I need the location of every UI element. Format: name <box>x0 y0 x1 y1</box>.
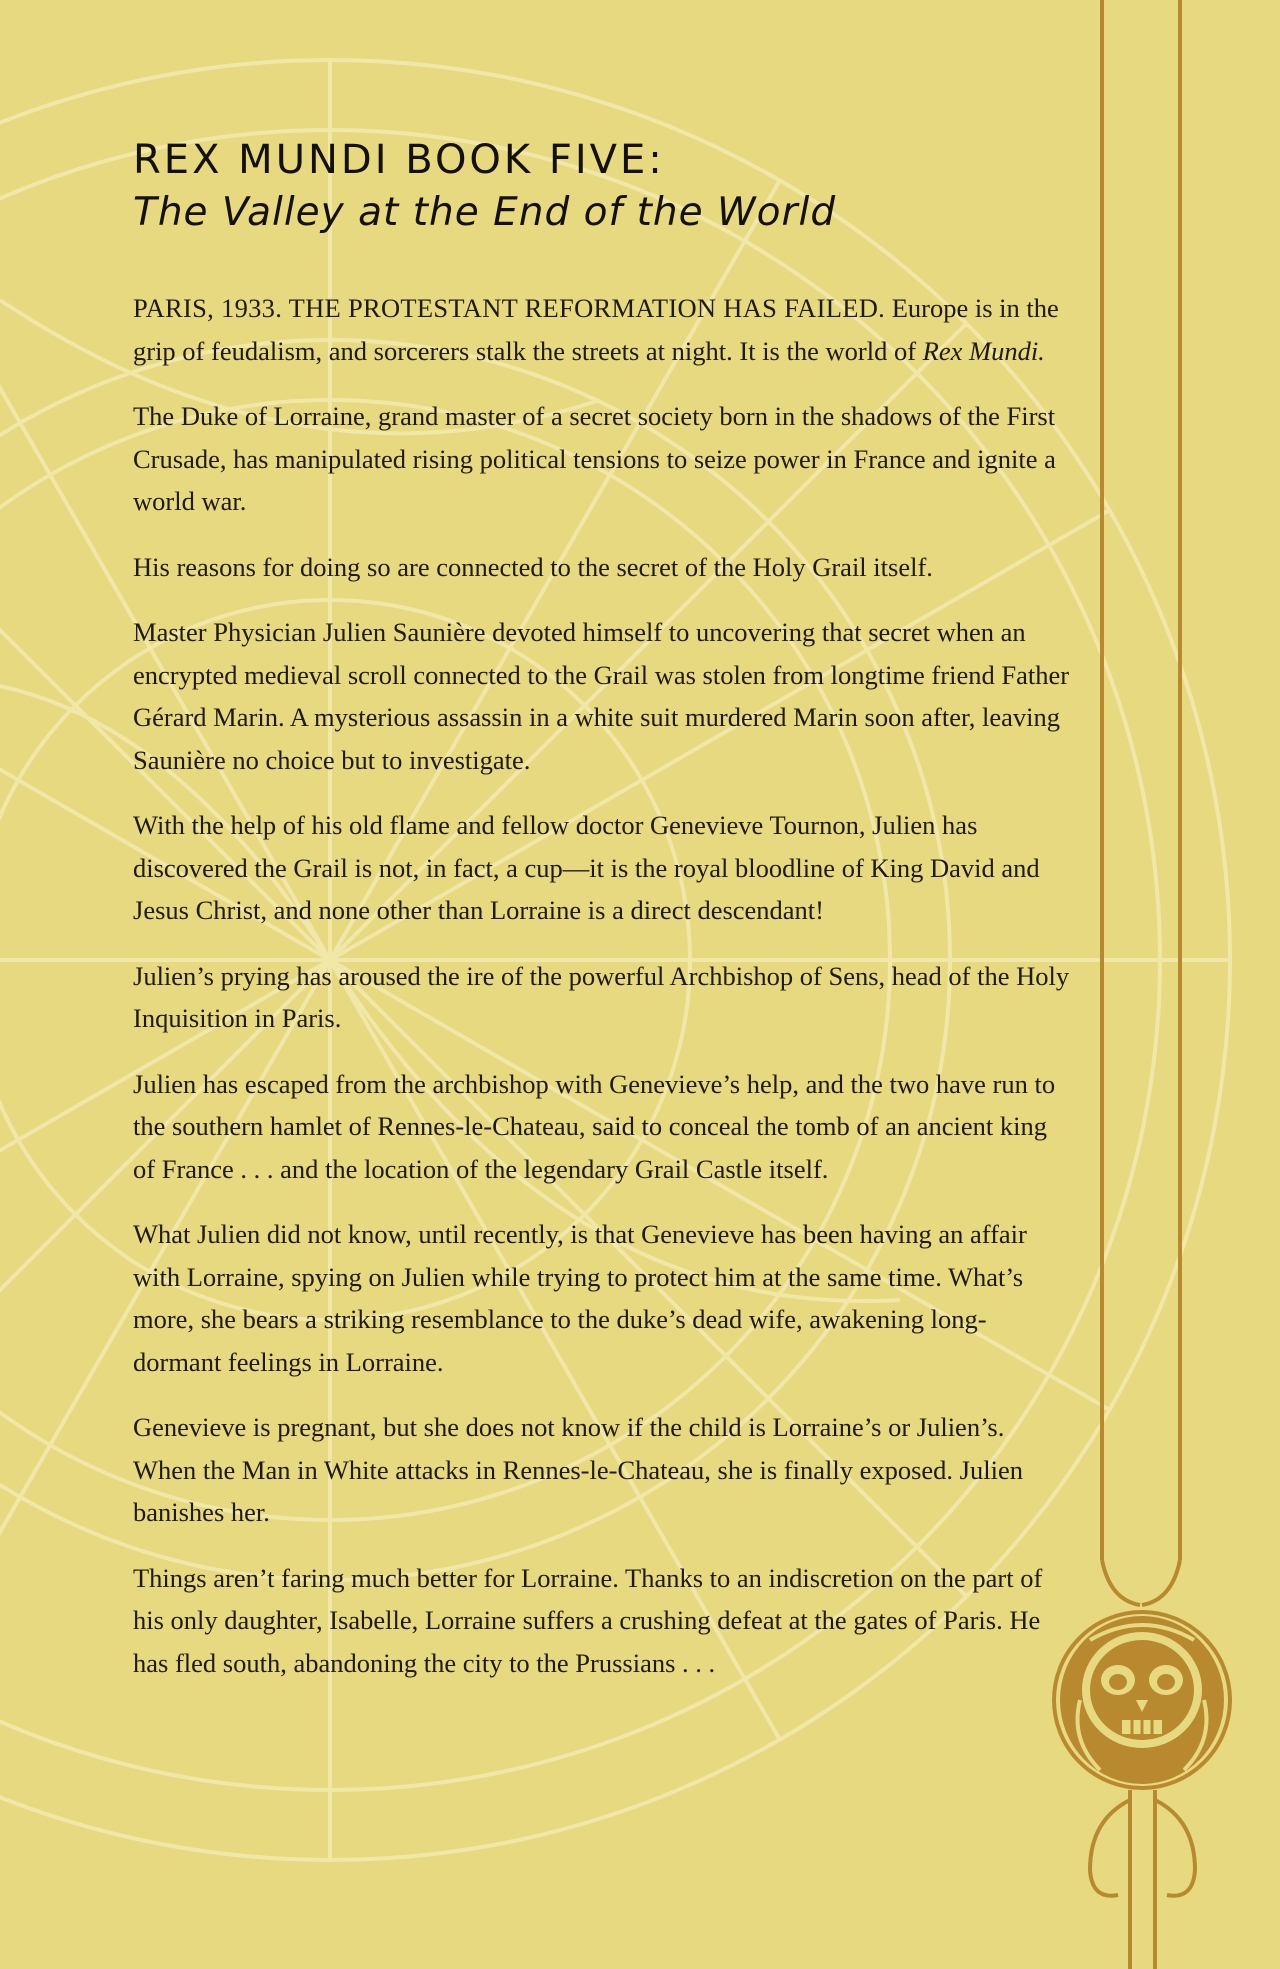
paragraph: Julien’s prying has aroused the ire of the powerful Archbishop of Sens, head of the Holy Inquisition in Paris. <box>133 960 1070 1033</box>
intro-paragraph <box>133 287 1073 372</box>
title-series: REX MUNDI BOOK FIVE: <box>133 137 665 183</box>
recap-page <box>133 135 1073 1707</box>
intro-lead: PARIS, 1933. THE PROTESTANT REFORMATION HAS FAILED. <box>133 293 886 323</box>
skull-icon <box>1060 1616 1224 1784</box>
intro-text: Europe is in the grip of feudalism, and sorcerers stalk the streets at night. It is the world of <box>133 293 1059 366</box>
intro-emphasis: Rex Mundi. <box>922 335 1045 366</box>
paragraph: With the help of his old flame and fellow doctor Genevieve Tournon, Julien has discovered the Grail is not, in fact, a cup—it is the royal bloodline of King David and Jesus Christ, and none other than Lorraine is a direct descendant! <box>133 810 1040 925</box>
paragraph: Master Physician Julien Saunière devoted himself to uncovering that secret when an encrypted medieval scroll connected to the Grail was stolen from longtime friend Father Gérard Marin. A mysterious assassin in a white suit murdered Marin soon after, leaving Saunière no choice but to investigate. <box>133 617 1070 775</box>
paragraph: Julien has escaped from the archbishop with Genevieve’s help, and the two have run to the southern hamlet of Rennes-le-Chateau, said to conceal the tomb of an ancient king of France . . . and the location of the legendary Grail Castle itself. <box>133 1068 1056 1184</box>
paragraph: Genevieve is pregnant, but she does not know if the child is Lorraine’s or Julien’s. When the Man in White attacks in Rennes-le-Chateau, she is finally exposed. Julien banishes her. <box>133 1412 1023 1527</box>
paragraph: What Julien did not know, until recently, is that Genevieve has been having an affair with Lorraine, spying on Julien while trying to protect him at the same time. What’s more, she bears a striking resemblance to the duke’s dead wife, awakening long-dormant feelings in Lorraine. <box>133 1219 1027 1377</box>
paragraph: Things aren’t faring much better for Lorraine. Thanks to an indiscretion on the part of his only daughter, Isabelle, Lorraine suffers a crushing defeat at the gates of Paris. He has fled south, abandoning the city to the Prussians . . . <box>133 1562 1043 1678</box>
paragraph: The Duke of Lorraine, grand master of a secret society born in the shadows of the First Crusade, has manipulated rising political tensions to seize power in France and ignite a world war. <box>133 401 1056 516</box>
title-subtitle: The Valley at the End of the World <box>133 190 837 235</box>
paragraph: His reasons for doing so are connected to the secret of the Holy Grail itself. <box>133 551 933 582</box>
page-title <box>133 135 1073 241</box>
